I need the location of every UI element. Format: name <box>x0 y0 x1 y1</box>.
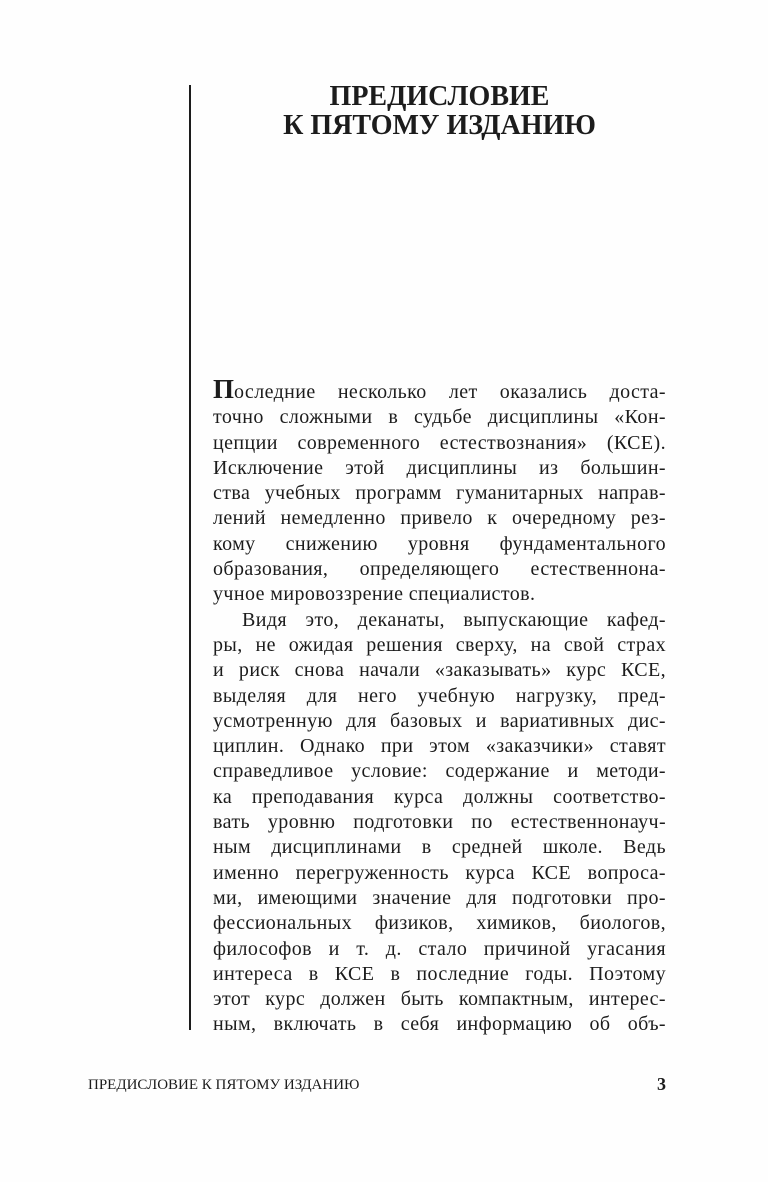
text-line: ства учебных программ гуманитарных направ- <box>213 482 666 505</box>
page-number: 3 <box>657 1074 666 1094</box>
text-line: цепции современного естествознания» (КСЕ). <box>213 431 666 454</box>
text-line: ми, имеющими значение для подготовки про- <box>213 886 666 909</box>
text-line: и риск снова начали «заказывать» курс КСЕ, <box>213 659 666 682</box>
chapter-title <box>213 82 666 140</box>
text-line: Видя это, деканаты, выпускающие кафед- <box>242 608 666 631</box>
text-line: справедливое условие: содержание и методи- <box>213 760 666 783</box>
text-line: учное мировоззрение специалистов. <box>213 583 536 606</box>
initial-letter: П <box>213 374 235 404</box>
text-line: ным дисциплинами в средней школе. Ведь <box>213 836 666 859</box>
text-line: этот курс должен быть компактным, интерес- <box>213 988 666 1011</box>
paragraph-1 <box>213 374 666 608</box>
title-line-2: К ПЯТОМУ ИЗДАНИЮ <box>283 110 596 141</box>
title-line-1: ПРЕДИСЛОВИЕ <box>329 81 550 112</box>
paragraph-2 <box>213 608 666 1038</box>
margin-rule <box>189 85 191 1030</box>
text-line: ры, не ожидая решения сверху, на свой страх <box>213 633 666 656</box>
text-line: образования, определяющего естественнона- <box>213 558 666 581</box>
text-line <box>213 374 666 405</box>
body-text <box>213 374 666 1038</box>
text-line: точно сложными в судьбе дисциплины «Кон- <box>213 406 666 429</box>
text-line: фессиональных физиков, химиков, биологов, <box>213 912 666 935</box>
text-line: кому снижению уровня фундаментального <box>213 532 666 555</box>
text-line: интереса в КСЕ в последние годы. Поэтому <box>213 962 666 985</box>
text-line: Исключение этой дисциплины из большин- <box>213 456 666 479</box>
text-line: вать уровню подготовки по естественнонауч- <box>213 811 666 834</box>
running-head: ПРЕДИСЛОВИЕ К ПЯТОМУ ИЗДАНИЮ <box>88 1077 360 1093</box>
text-line: циплин. Однако при этом «заказчики» ставят <box>213 735 666 758</box>
text-line: выделяя для него учебную нагрузку, пред- <box>213 684 666 707</box>
text-line: ным, включать в себя информацию об объ- <box>213 1013 666 1036</box>
text-line: лений немедленно привело к очередному рез- <box>213 507 666 530</box>
text-line-content: оследние несколько лет оказались доста- <box>234 381 666 403</box>
text-line: именно перегруженность курса КСЕ вопроса- <box>213 861 666 884</box>
text-line: усмотренную для базовых и вариативных дис- <box>213 709 666 732</box>
text-line: философов и т. д. стало причиной угасания <box>213 937 666 960</box>
text-line: ка преподавания курса должны соответство- <box>213 785 666 808</box>
